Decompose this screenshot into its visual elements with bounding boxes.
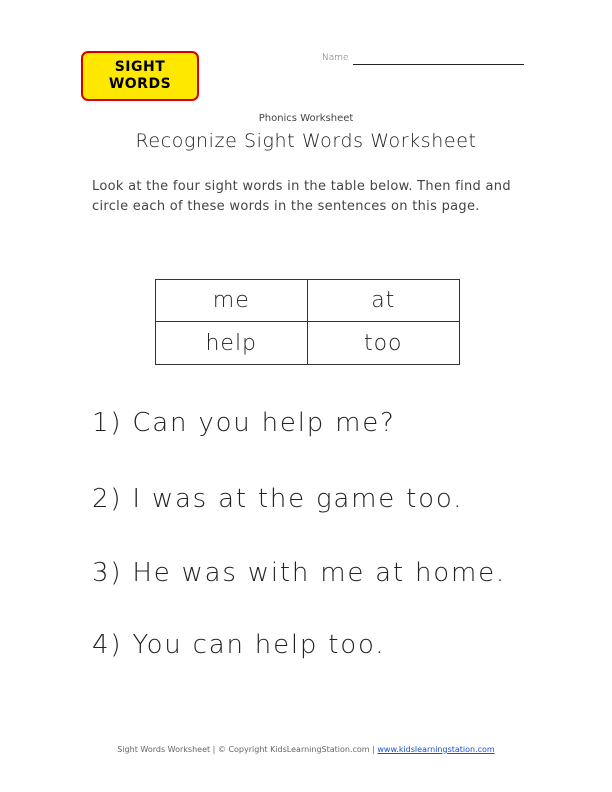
name-write-line — [353, 64, 524, 65]
sight-words-table — [155, 279, 460, 365]
page-title: Recognize Sight Words Worksheet — [135, 130, 477, 152]
logo-line-2: WORDS — [108, 76, 172, 92]
page-subtitle: Phonics Worksheet — [258, 113, 354, 124]
footer-copyright: Sight Words Worksheet | © Copyright KidsLearningStation.com | — [117, 745, 378, 754]
sentence-2: 2) I was at the game too. — [92, 484, 464, 514]
logo-line-1: SIGHT — [114, 59, 166, 75]
name-field — [322, 53, 527, 67]
sight-word-cell: me — [156, 280, 308, 322]
instructions-text: Look at the four sight words in the table below. Then find and circle each of these words in the sentences on this page. — [92, 179, 511, 214]
page-footer — [0, 745, 612, 754]
sentence-4: 4) You can help too. — [92, 630, 386, 660]
sight-word-cell: at — [308, 280, 460, 322]
sight-words-logo — [81, 51, 199, 101]
sentence-1: 1) Can you help me? — [92, 408, 396, 438]
sentence-3: 3) He was with me at home. — [92, 558, 506, 588]
name-label: Name — [322, 53, 349, 63]
footer-website-link[interactable]: www.kidslearningstation.com — [377, 745, 495, 754]
sight-word-cell: help — [156, 322, 308, 364]
sight-word-cell: too — [363, 330, 403, 356]
